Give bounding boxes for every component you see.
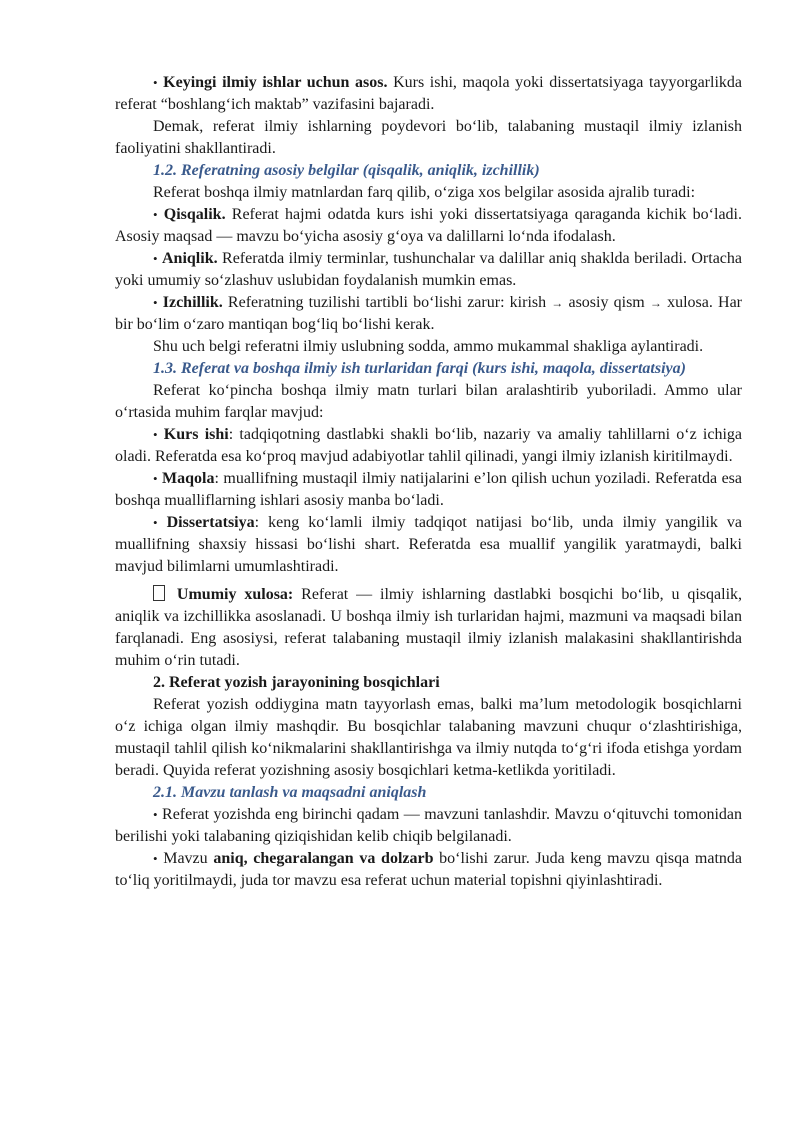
- term: Keyingi ilmiy ishlar uchun asos.: [163, 74, 388, 91]
- paragraph-text: asosiy qism: [563, 294, 650, 311]
- term: Umumiy xulosa:: [176, 586, 294, 603]
- term: Kurs ishi: [163, 426, 229, 443]
- paragraph-text: Referat yozishda eng birinchi qadam — mavzuni tanlashdir. Mavzu o‘qituvchi tomonidan berilishi yoki talabaning qiziqishidan kelib chiqib belgilanadi.: [115, 806, 742, 845]
- bullet-icon: •: [153, 427, 158, 442]
- term: Qisqalik.: [163, 206, 226, 223]
- paragraph-text: : tadqiqotning dastlabki shakli bo‘lib, nazariy va amaliy tahlillarni o‘z ichiga oladi. Referatda esa ko‘proq mavjud adabiyotlar tahlil qilinadi, yangi ilmiy izlanish kiritilmaydi.: [115, 426, 742, 465]
- checkbox-icon: [153, 585, 165, 601]
- term: aniq, chegaralangan va dolzarb: [213, 850, 434, 867]
- bullet-paragraph: [115, 512, 742, 578]
- bullet-paragraph: [115, 424, 742, 468]
- summary-paragraph: [115, 584, 742, 672]
- paragraph: Referat yozish oddiygina matn tayyorlash emas, balki ma’lum metodologik bosqichlarni o‘z ichiga olgan ilmiy mashqdir. Bu bosqichlar talabaning mavzuni chuqur o‘zlashtirishiga, mustaqil tahlil qilish ko‘nikmalarini shakllantirishga va ilmiy nutqda to‘g‘ri ifoda etishga yordam beradi. Quyida referat yozishning asosiy bosqichlari ketma-ketlikda yoritiladi.: [115, 696, 742, 779]
- bullet-icon: •: [153, 75, 158, 90]
- paragraph: Shu uch belgi referatni ilmiy uslubning sodda, ammo mukammal shakliga aylantiradi.: [153, 338, 704, 355]
- bullet-icon: •: [153, 851, 158, 866]
- paragraph-text: bo‘lishi zarur. Juda keng mavzu qisqa matnda to‘liq yoritilmaydi, juda tor mavzu esa referat uchun material topishni qiyinlashtiradi.: [115, 850, 743, 889]
- term: Izchillik.: [162, 294, 223, 311]
- section-heading: 2.1. Mavzu tanlash va maqsadni aniqlash: [153, 784, 427, 801]
- arrow-right-icon: →: [551, 296, 564, 310]
- paragraph-text: Referatning tuzilishi tartibli bo‘lishi zarur: kirish: [222, 294, 552, 311]
- document-page: [115, 72, 742, 892]
- term: Maqola: [162, 470, 215, 487]
- bullet-icon: •: [153, 471, 158, 486]
- paragraph-text: Referat hajmi odatda kurs ishi yoki dissertatsiyaga qaraganda kichik bo‘ladi. Asosiy maqsad — mavzu bo‘yicha asosiy g‘oya va dalillarni lo‘nda ifodalash.: [115, 206, 743, 245]
- bullet-icon: •: [153, 207, 158, 222]
- paragraph-text: Mavzu: [157, 850, 214, 867]
- paragraph-text: Kurs ishi, maqola yoki dissertatsiyaga tayyorgarlikda referat “boshlang‘ich maktab” vazifasini bajaradi.: [115, 74, 743, 113]
- bullet-icon: •: [153, 807, 158, 822]
- bullet-paragraph: [115, 204, 742, 248]
- bullet-paragraph: [115, 804, 742, 848]
- arrow-right-icon: →: [649, 296, 662, 310]
- paragraph-text: Referatda ilmiy terminlar, tushunchalar va dalillar aniq shaklda beriladi. Ortacha yoki umumiy so‘zlashuv uslubidan foydalanish mumkin emas.: [115, 250, 743, 289]
- bullet-paragraph: [115, 848, 742, 892]
- paragraph: Demak, referat ilmiy ishlarning poydevori bo‘lib, talabaning mustaqil ilmiy izlanish faoliyatini shakllantiradi.: [115, 118, 742, 157]
- chapter-heading: 2. Referat yozish jarayonining bosqichlari: [153, 674, 440, 691]
- bullet-paragraph: [115, 248, 742, 292]
- bullet-paragraph: [115, 468, 742, 512]
- term: Dissertatsiya: [166, 514, 255, 531]
- paragraph-text: xulosa. Har bir bo‘lim o‘zaro mantiqan bog‘liq bo‘lishi kerak.: [115, 294, 743, 333]
- paragraph-text: : muallifning mustaqil ilmiy natijalarini e’lon qilish uchun yoziladi. Referatda esa boshqa mualliflarning ishlari asosiy manba bo‘ladi.: [115, 470, 743, 509]
- paragraph: Referat boshqa ilmiy matnlardan farq qilib, o‘ziga xos belgilar asosida ajralib turadi:: [153, 184, 696, 201]
- bullet-icon: •: [153, 295, 158, 310]
- bullet-icon: •: [153, 515, 158, 530]
- section-heading: 1.2. Referatning asosiy belgilar (qisqalik, aniqlik, izchillik): [153, 162, 540, 179]
- paragraph-text: Referat — ilmiy ishlarning dastlabki bosqichi bo‘lib, u qisqalik, aniqlik va izchillikka asoslanadi. U boshqa ilmiy ish turlaridan hajmi, mazmuni va maqsadi bilan farqlanadi. Eng asosiysi, referat talabaning mustaqil ilmiy izlanish malakasini shakllantirishda muhim o‘rin tutadi.: [115, 586, 743, 669]
- bullet-icon: •: [153, 251, 158, 266]
- paragraph-text: : keng ko‘lamli ilmiy tadqiqot natijasi bo‘lib, unda ilmiy yangilik va muallifning shaxsiy hissasi bo‘lishi shart. Referatda esa muallif yangilik yaratmaydi, balki mavjud bilimlarni umumlashtiradi.: [115, 514, 743, 575]
- term: Aniqlik.: [162, 250, 218, 267]
- section-heading: 1.3. Referat va boshqa ilmiy ish turlaridan farqi (kurs ishi, maqola, dissertatsiya): [153, 360, 686, 377]
- bullet-paragraph: [115, 72, 742, 116]
- bullet-paragraph: [115, 292, 742, 336]
- paragraph: Referat ko‘pincha boshqa ilmiy matn turlari bilan aralashtirib yuboriladi. Ammo ular o‘rtasida muhim farqlar mavjud:: [115, 382, 742, 421]
